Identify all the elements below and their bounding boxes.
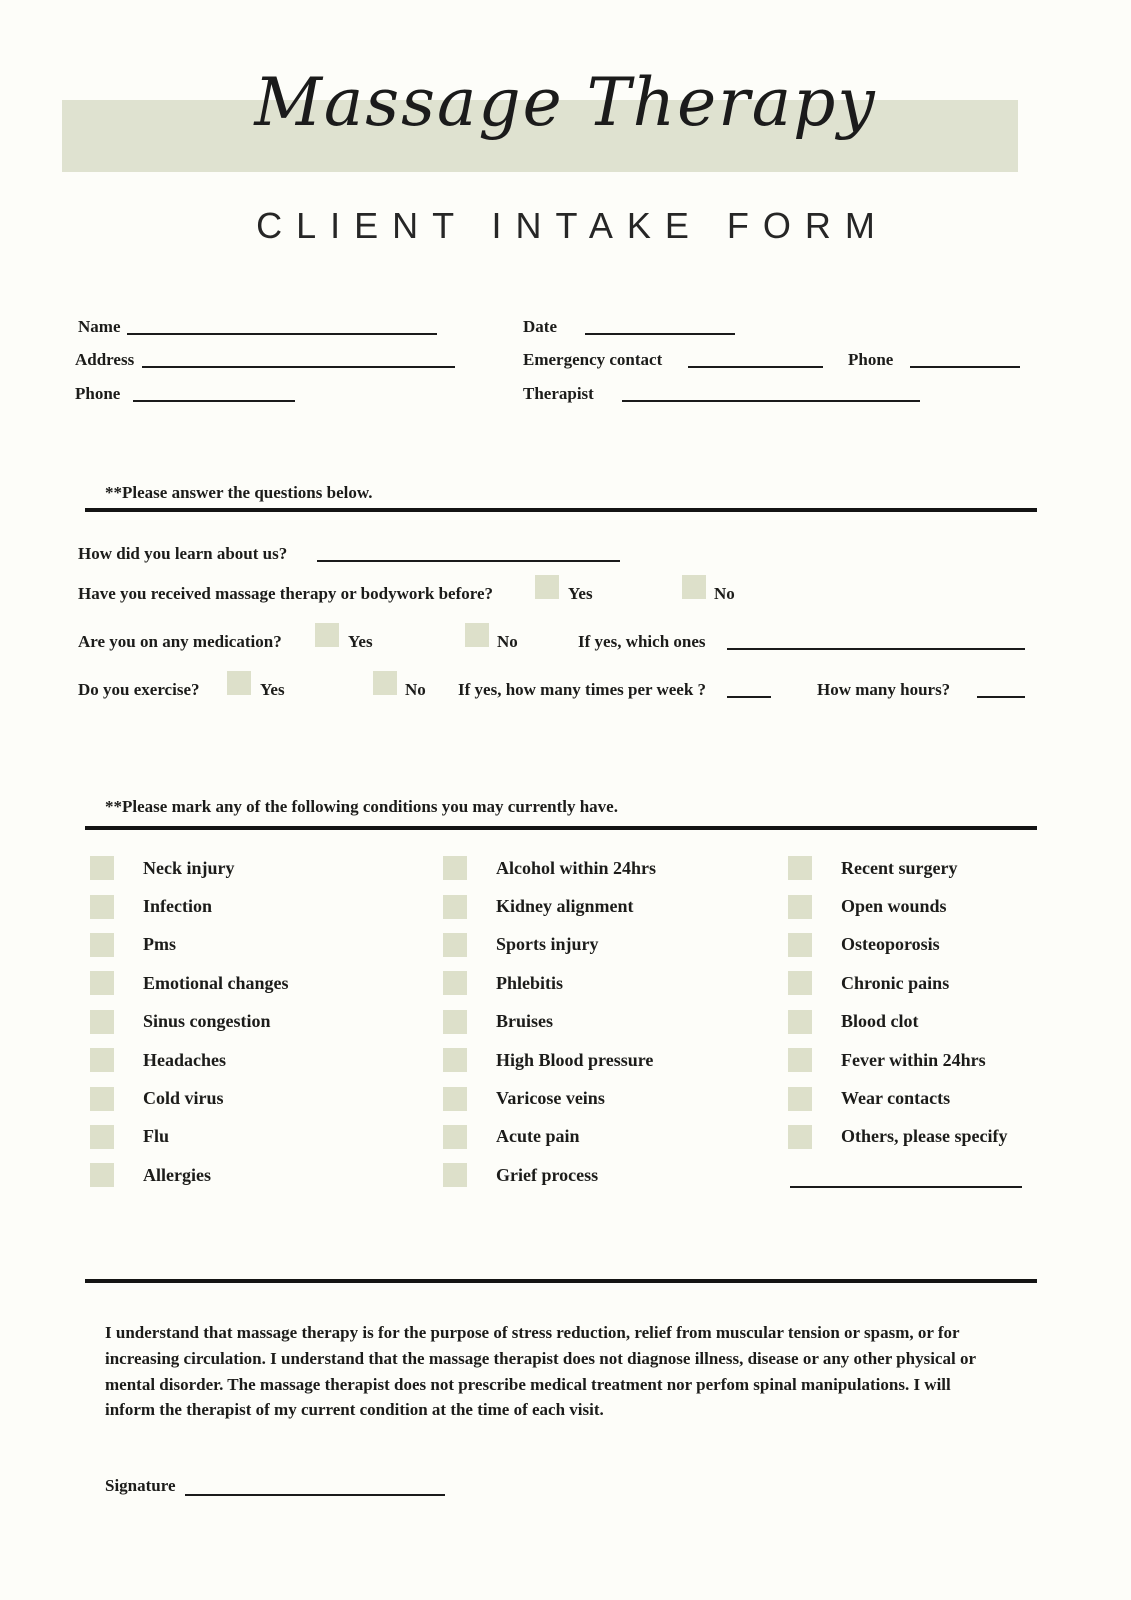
condition-label: Sinus congestion [143,1011,271,1032]
questions-section-header: **Please answer the questions below. [105,483,373,502]
condition-checkbox[interactable] [788,1048,812,1072]
condition-label: Fever within 24hrs [841,1049,986,1070]
condition-checkbox[interactable] [90,1163,114,1187]
condition-label: Emotional changes [143,972,289,993]
massage-before-yes-label: Yes [568,584,593,603]
condition-label: Bruises [496,1011,554,1032]
condition-checkbox[interactable] [443,933,467,957]
condition-checkbox[interactable] [788,1125,812,1149]
conditions-section-header: **Please mark any of the following conditions you may currently have. [105,797,618,816]
condition-row [788,887,1007,925]
conditions-column-1 [90,849,289,1195]
massage-before-yes-checkbox[interactable] [535,575,559,599]
condition-row [443,1156,656,1194]
condition-label: Cold virus [143,1088,224,1109]
condition-checkbox[interactable] [90,933,114,957]
signature-input-line[interactable] [185,1494,445,1496]
condition-label: Recent surgery [841,857,958,878]
condition-row [90,849,289,887]
condition-label: Chronic pains [841,972,950,993]
phone-label: Phone [75,384,121,403]
condition-row [788,849,1007,887]
date-label: Date [523,317,557,336]
massage-before-no-label: No [714,584,735,603]
condition-checkbox[interactable] [788,933,812,957]
condition-checkbox[interactable] [788,1087,812,1111]
condition-row [788,926,1007,964]
exercise-times-input-line[interactable] [727,696,771,698]
therapist-input-line[interactable] [622,400,920,402]
medication-no-label: No [497,632,518,651]
section-divider-rule [85,826,1037,830]
therapist-label: Therapist [523,384,594,403]
condition-row [443,926,656,964]
learn-about-us-input-line[interactable] [317,560,620,562]
medication-question: Are you on any medication? [78,632,282,651]
condition-label: Varicose veins [496,1088,605,1109]
section-divider-rule [85,1279,1037,1283]
condition-checkbox[interactable] [443,1048,467,1072]
medication-followup-input-line[interactable] [727,648,1025,650]
condition-label: Sports injury [496,934,599,955]
condition-row [443,1118,656,1156]
others-specify-input-line[interactable] [790,1186,1022,1188]
condition-label: Wear contacts [841,1088,951,1109]
condition-label: Open wounds [841,896,947,917]
condition-checkbox[interactable] [443,895,467,919]
emergency-phone-label: Phone [848,350,894,369]
name-input-line[interactable] [127,333,437,335]
condition-label: Acute pain [496,1126,580,1147]
condition-label: Others, please specify [841,1126,1008,1147]
condition-row [788,1003,1007,1041]
condition-row [90,1079,289,1117]
condition-row [443,849,656,887]
condition-row [788,1041,1007,1079]
condition-label: Pms [143,934,176,955]
condition-row [90,1118,289,1156]
condition-checkbox[interactable] [443,1010,467,1034]
condition-label: Grief process [496,1164,599,1185]
exercise-no-checkbox[interactable] [373,671,397,695]
condition-row [90,1003,289,1041]
medication-yes-checkbox[interactable] [315,623,339,647]
medication-no-checkbox[interactable] [465,623,489,647]
exercise-question: Do you exercise? [78,680,200,699]
condition-checkbox[interactable] [788,1010,812,1034]
condition-checkbox[interactable] [443,856,467,880]
condition-checkbox[interactable] [90,971,114,995]
condition-checkbox[interactable] [443,1125,467,1149]
condition-label: Neck injury [143,857,235,878]
condition-row [90,964,289,1002]
section-divider-rule [85,508,1037,512]
condition-checkbox[interactable] [788,971,812,995]
address-label: Address [75,350,135,369]
emergency-contact-input-line[interactable] [688,366,823,368]
condition-checkbox[interactable] [788,895,812,919]
condition-checkbox[interactable] [788,856,812,880]
form-subtitle: CLIENT INTAKE FORM [256,205,889,246]
condition-label: Alcohol within 24hrs [496,857,657,878]
condition-label: Blood clot [841,1011,919,1032]
medication-followup-label: If yes, which ones [578,632,706,651]
exercise-times-label: If yes, how many times per week ? [458,680,707,699]
condition-row [788,1118,1007,1156]
condition-row [443,1041,656,1079]
exercise-no-label: No [405,680,426,699]
name-label: Name [78,317,121,336]
condition-label: Osteoporosis [841,934,940,955]
condition-label: Infection [143,896,212,917]
date-input-line[interactable] [585,333,735,335]
condition-checkbox[interactable] [443,971,467,995]
phone-input-line[interactable] [133,400,295,402]
conditions-column-2 [443,849,656,1195]
condition-checkbox[interactable] [90,856,114,880]
condition-row [443,964,656,1002]
condition-checkbox[interactable] [90,1125,114,1149]
condition-checkbox[interactable] [443,1163,467,1187]
signature-label: Signature [105,1476,176,1495]
learn-about-us-question: How did you learn about us? [78,544,288,563]
exercise-hours-label: How many hours? [817,680,951,699]
condition-label: Kidney alignment [496,896,634,917]
condition-checkbox[interactable] [90,1010,114,1034]
address-input-line[interactable] [142,366,455,368]
condition-row [443,887,656,925]
condition-row [788,964,1007,1002]
form-title-script: Massage Therapy [254,64,877,141]
massage-before-question: Have you received massage therapy or bodywork before? [78,584,494,603]
exercise-yes-label: Yes [260,680,285,699]
medication-yes-label: Yes [348,632,373,651]
condition-row [90,887,289,925]
condition-label: Phlebitis [496,972,564,993]
massage-before-no-checkbox[interactable] [682,575,706,599]
condition-row [90,1156,289,1194]
disclaimer-paragraph: I understand that massage therapy is for the purpose of stress reduction, relief from muscular tension or spasm, or for increasing circulation. I understand that the massage therapist does not diagnose illness, disease or any other physical or mental disorder. The massage therapist does not prescribe medical treatment nor perfom spinal manipulations. I will inform the therapist of my current condition at the time of each visit. [105,1323,976,1420]
condition-label: Flu [143,1126,170,1147]
condition-checkbox[interactable] [90,1048,114,1072]
condition-row [90,1041,289,1079]
condition-checkbox[interactable] [90,895,114,919]
emergency-contact-label: Emergency contact [523,350,663,369]
conditions-column-3 [788,849,1007,1156]
condition-checkbox[interactable] [90,1087,114,1111]
condition-checkbox[interactable] [443,1087,467,1111]
condition-row [788,1079,1007,1117]
condition-label: Headaches [143,1049,226,1070]
condition-row [443,1079,656,1117]
emergency-phone-input-line[interactable] [910,366,1020,368]
exercise-yes-checkbox[interactable] [227,671,251,695]
condition-label: High Blood pressure [496,1049,654,1070]
exercise-hours-input-line[interactable] [977,696,1025,698]
condition-label: Allergies [143,1164,211,1185]
condition-row [443,1003,656,1041]
condition-row [90,926,289,964]
